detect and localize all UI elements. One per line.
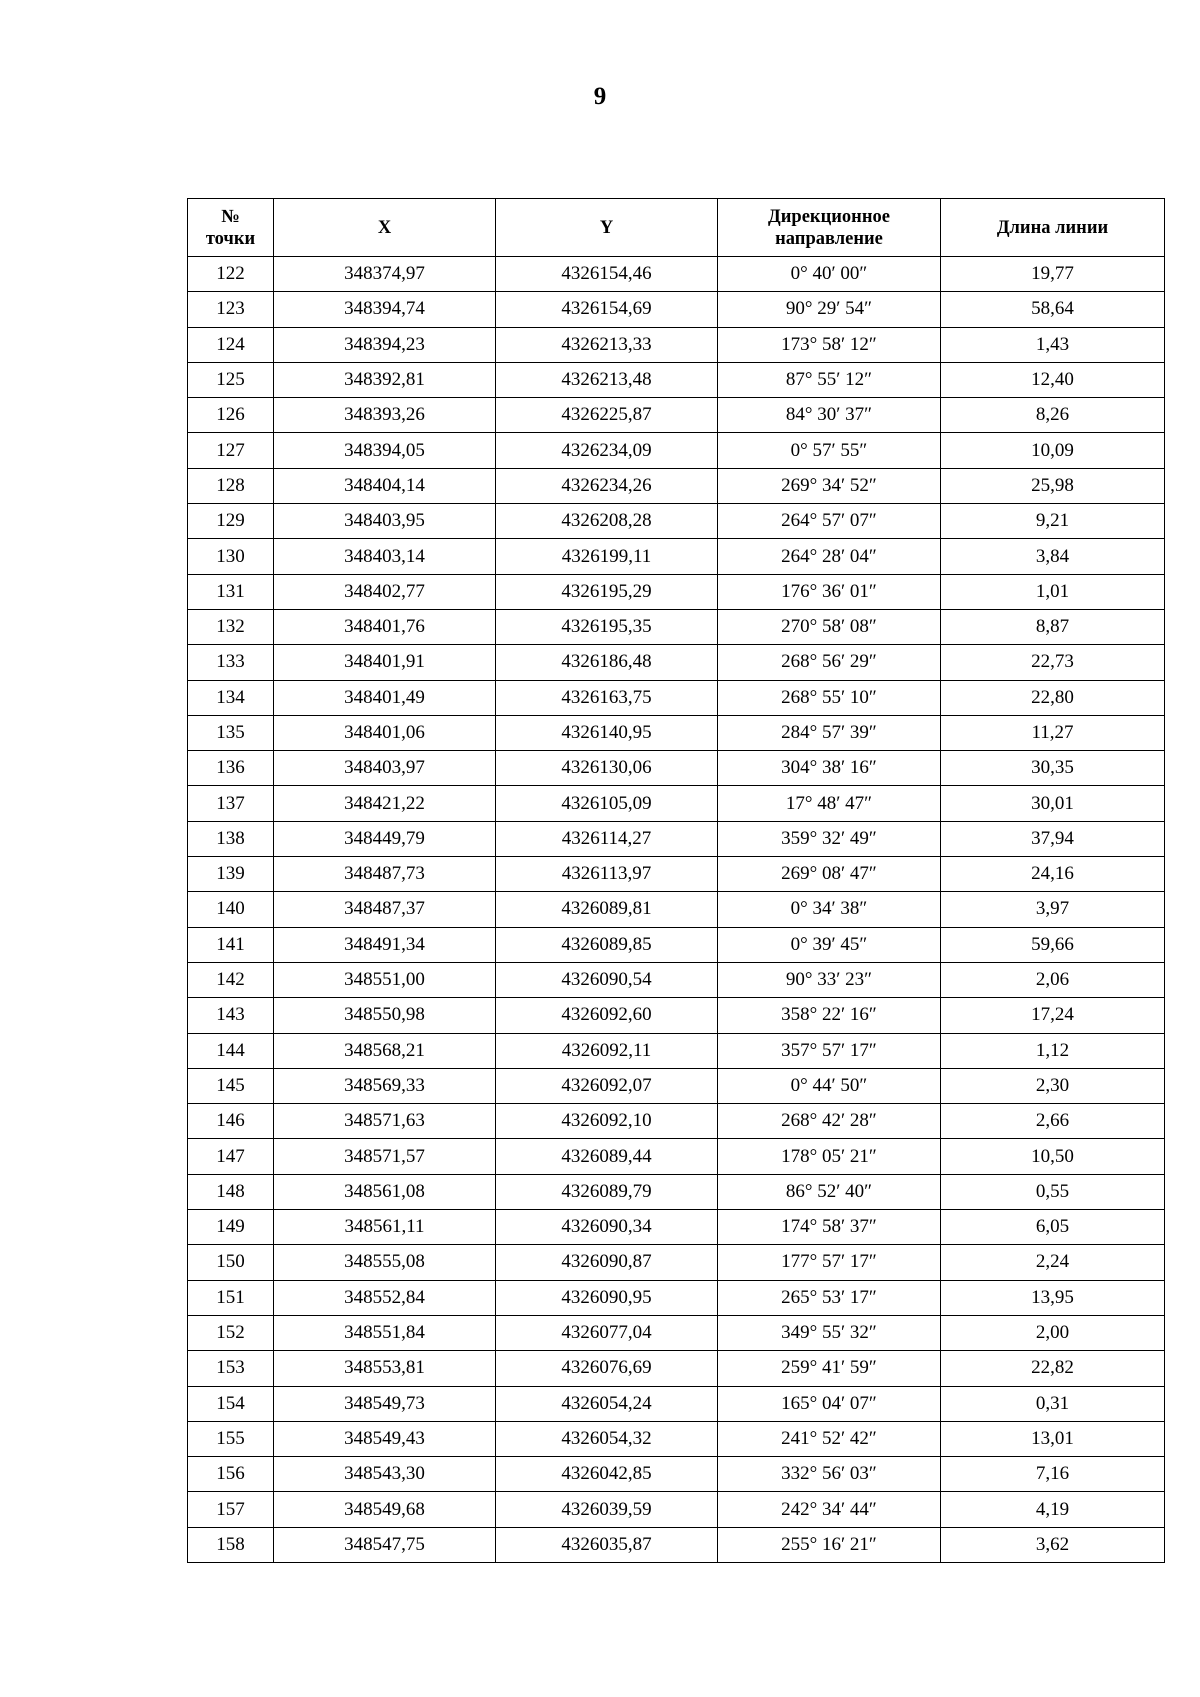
cell-x: 348404,14 [274, 468, 496, 503]
cell-x: 348549,43 [274, 1421, 496, 1456]
cell-length: 2,30 [941, 1068, 1165, 1103]
cell-point-number: 153 [188, 1351, 274, 1386]
cell-direction: 0° 39′ 45″ [718, 927, 941, 962]
cell-x: 348543,30 [274, 1457, 496, 1492]
cell-length: 2,24 [941, 1245, 1165, 1280]
cell-length: 30,01 [941, 786, 1165, 821]
cell-point-number: 131 [188, 574, 274, 609]
table-row [188, 468, 1165, 503]
cell-length: 1,12 [941, 1033, 1165, 1068]
table-header [188, 199, 1165, 257]
cell-length: 25,98 [941, 468, 1165, 503]
cell-point-number: 136 [188, 751, 274, 786]
table-row [188, 786, 1165, 821]
cell-length: 8,26 [941, 398, 1165, 433]
cell-point-number: 134 [188, 680, 274, 715]
cell-y: 4326054,32 [496, 1421, 718, 1456]
cell-x: 348561,11 [274, 1210, 496, 1245]
cell-x: 348491,34 [274, 927, 496, 962]
cell-x: 348547,75 [274, 1527, 496, 1562]
cell-x: 348549,73 [274, 1386, 496, 1421]
header-row [188, 199, 1165, 257]
table-row [188, 398, 1165, 433]
cell-point-number: 137 [188, 786, 274, 821]
cell-length: 22,82 [941, 1351, 1165, 1386]
cell-x: 348551,00 [274, 962, 496, 997]
cell-x: 348392,81 [274, 362, 496, 397]
table-row [188, 433, 1165, 468]
cell-point-number: 156 [188, 1457, 274, 1492]
cell-x: 348421,22 [274, 786, 496, 821]
cell-direction: 268° 42′ 28″ [718, 1104, 941, 1139]
header-point-number [188, 199, 274, 257]
cell-length: 8,87 [941, 609, 1165, 644]
cell-y: 4326213,48 [496, 362, 718, 397]
cell-direction: 265° 53′ 17″ [718, 1280, 941, 1315]
cell-direction: 86° 52′ 40″ [718, 1174, 941, 1209]
cell-y: 4326092,07 [496, 1068, 718, 1103]
header-y: Y [496, 199, 718, 257]
cell-direction: 358° 22′ 16″ [718, 998, 941, 1033]
cell-length: 1,43 [941, 327, 1165, 362]
cell-y: 4326195,35 [496, 609, 718, 644]
cell-y: 4326076,69 [496, 1351, 718, 1386]
cell-direction: 357° 57′ 17″ [718, 1033, 941, 1068]
cell-point-number: 133 [188, 645, 274, 680]
cell-length: 2,06 [941, 962, 1165, 997]
cell-length: 12,40 [941, 362, 1165, 397]
cell-x: 348551,84 [274, 1315, 496, 1350]
cell-point-number: 154 [188, 1386, 274, 1421]
cell-y: 4326090,95 [496, 1280, 718, 1315]
cell-point-number: 125 [188, 362, 274, 397]
cell-direction: 259° 41′ 59″ [718, 1351, 941, 1386]
cell-direction: 268° 56′ 29″ [718, 645, 941, 680]
table-row [188, 892, 1165, 927]
cell-length: 13,95 [941, 1280, 1165, 1315]
cell-point-number: 124 [188, 327, 274, 362]
cell-length: 22,80 [941, 680, 1165, 715]
cell-y: 4326092,10 [496, 1104, 718, 1139]
cell-length: 3,97 [941, 892, 1165, 927]
cell-x: 348487,73 [274, 857, 496, 892]
cell-length: 59,66 [941, 927, 1165, 962]
cell-direction: 269° 08′ 47″ [718, 857, 941, 892]
header-direction-line1: Дирекционное [768, 206, 890, 227]
cell-point-number: 123 [188, 292, 274, 327]
table-row [188, 857, 1165, 892]
cell-direction: 90° 29′ 54″ [718, 292, 941, 327]
cell-length: 9,21 [941, 504, 1165, 539]
cell-direction: 270° 58′ 08″ [718, 609, 941, 644]
cell-direction: 268° 55′ 10″ [718, 680, 941, 715]
header-point-number-line1: № [221, 206, 240, 227]
cell-point-number: 141 [188, 927, 274, 962]
table-row [188, 1457, 1165, 1492]
cell-direction: 269° 34′ 52″ [718, 468, 941, 503]
cell-point-number: 135 [188, 715, 274, 750]
cell-length: 2,66 [941, 1104, 1165, 1139]
cell-y: 4326234,26 [496, 468, 718, 503]
cell-x: 348394,23 [274, 327, 496, 362]
cell-x: 348374,97 [274, 257, 496, 292]
cell-x: 348550,98 [274, 998, 496, 1033]
cell-y: 4326089,79 [496, 1174, 718, 1209]
cell-length: 10,09 [941, 433, 1165, 468]
cell-direction: 174° 58′ 37″ [718, 1210, 941, 1245]
cell-y: 4326092,11 [496, 1033, 718, 1068]
cell-y: 4326090,34 [496, 1210, 718, 1245]
cell-y: 4326163,75 [496, 680, 718, 715]
table-row [188, 1492, 1165, 1527]
cell-y: 4326054,24 [496, 1386, 718, 1421]
header-length: Длина линии [941, 199, 1165, 257]
cell-x: 348402,77 [274, 574, 496, 609]
cell-point-number: 122 [188, 257, 274, 292]
cell-x: 348393,26 [274, 398, 496, 433]
cell-y: 4326234,09 [496, 433, 718, 468]
cell-direction: 176° 36′ 01″ [718, 574, 941, 609]
cell-y: 4326130,06 [496, 751, 718, 786]
cell-y: 4326208,28 [496, 504, 718, 539]
cell-point-number: 138 [188, 821, 274, 856]
cell-length: 19,77 [941, 257, 1165, 292]
table-row [188, 1280, 1165, 1315]
cell-point-number: 127 [188, 433, 274, 468]
cell-y: 4326195,29 [496, 574, 718, 609]
cell-y: 4326039,59 [496, 1492, 718, 1527]
cell-length: 30,35 [941, 751, 1165, 786]
cell-direction: 0° 44′ 50″ [718, 1068, 941, 1103]
cell-length: 0,55 [941, 1174, 1165, 1209]
table-row [188, 292, 1165, 327]
table-row [188, 1386, 1165, 1421]
cell-x: 348569,33 [274, 1068, 496, 1103]
cell-length: 22,73 [941, 645, 1165, 680]
cell-length: 58,64 [941, 292, 1165, 327]
cell-x: 348549,68 [274, 1492, 496, 1527]
cell-length: 13,01 [941, 1421, 1165, 1456]
table-row [188, 715, 1165, 750]
cell-y: 4326213,33 [496, 327, 718, 362]
cell-direction: 0° 57′ 55″ [718, 433, 941, 468]
table-row [188, 751, 1165, 786]
table-row [188, 1421, 1165, 1456]
cell-direction: 332° 56′ 03″ [718, 1457, 941, 1492]
cell-direction: 255° 16′ 21″ [718, 1527, 941, 1562]
cell-x: 348403,97 [274, 751, 496, 786]
cell-point-number: 139 [188, 857, 274, 892]
cell-direction: 264° 28′ 04″ [718, 539, 941, 574]
cell-y: 4326154,69 [496, 292, 718, 327]
cell-direction: 0° 40′ 00″ [718, 257, 941, 292]
table-row [188, 1527, 1165, 1562]
cell-x: 348571,57 [274, 1139, 496, 1174]
cell-y: 4326035,87 [496, 1527, 718, 1562]
cell-x: 348561,08 [274, 1174, 496, 1209]
cell-x: 348401,06 [274, 715, 496, 750]
table-row [188, 1174, 1165, 1209]
cell-length: 11,27 [941, 715, 1165, 750]
cell-y: 4326113,97 [496, 857, 718, 892]
table-row [188, 821, 1165, 856]
cell-x: 348552,84 [274, 1280, 496, 1315]
cell-point-number: 142 [188, 962, 274, 997]
cell-x: 348403,95 [274, 504, 496, 539]
table-row [188, 1033, 1165, 1068]
cell-y: 4326154,46 [496, 257, 718, 292]
table-row [188, 1351, 1165, 1386]
cell-direction: 359° 32′ 49″ [718, 821, 941, 856]
cell-length: 0,31 [941, 1386, 1165, 1421]
cell-x: 348553,81 [274, 1351, 496, 1386]
coordinates-table [187, 198, 1165, 1563]
cell-direction: 304° 38′ 16″ [718, 751, 941, 786]
table-row [188, 362, 1165, 397]
table-row [188, 609, 1165, 644]
cell-x: 348401,91 [274, 645, 496, 680]
cell-x: 348571,63 [274, 1104, 496, 1139]
cell-length: 3,62 [941, 1527, 1165, 1562]
cell-direction: 241° 52′ 42″ [718, 1421, 941, 1456]
table-row [188, 645, 1165, 680]
cell-point-number: 155 [188, 1421, 274, 1456]
cell-point-number: 147 [188, 1139, 274, 1174]
cell-length: 10,50 [941, 1139, 1165, 1174]
table-row [188, 927, 1165, 962]
cell-point-number: 144 [188, 1033, 274, 1068]
cell-direction: 349° 55′ 32″ [718, 1315, 941, 1350]
header-direction [718, 199, 941, 257]
cell-y: 4326140,95 [496, 715, 718, 750]
cell-point-number: 132 [188, 609, 274, 644]
header-point-number-line2: точки [205, 228, 256, 249]
cell-direction: 165° 04′ 07″ [718, 1386, 941, 1421]
cell-point-number: 140 [188, 892, 274, 927]
cell-direction: 242° 34′ 44″ [718, 1492, 941, 1527]
cell-point-number: 149 [188, 1210, 274, 1245]
cell-point-number: 158 [188, 1527, 274, 1562]
cell-point-number: 128 [188, 468, 274, 503]
cell-point-number: 152 [188, 1315, 274, 1350]
cell-x: 348401,76 [274, 609, 496, 644]
cell-length: 7,16 [941, 1457, 1165, 1492]
table-row [188, 962, 1165, 997]
table-row [188, 257, 1165, 292]
cell-direction: 178° 05′ 21″ [718, 1139, 941, 1174]
cell-length: 1,01 [941, 574, 1165, 609]
cell-point-number: 151 [188, 1280, 274, 1315]
cell-x: 348555,08 [274, 1245, 496, 1280]
cell-point-number: 143 [188, 998, 274, 1033]
cell-point-number: 129 [188, 504, 274, 539]
cell-length: 6,05 [941, 1210, 1165, 1245]
cell-y: 4326114,27 [496, 821, 718, 856]
cell-direction: 173° 58′ 12″ [718, 327, 941, 362]
cell-direction: 284° 57′ 39″ [718, 715, 941, 750]
cell-point-number: 126 [188, 398, 274, 433]
cell-point-number: 145 [188, 1068, 274, 1103]
cell-point-number: 150 [188, 1245, 274, 1280]
table-row [188, 574, 1165, 609]
table-row [188, 1210, 1165, 1245]
cell-point-number: 157 [188, 1492, 274, 1527]
cell-y: 4326225,87 [496, 398, 718, 433]
table-row [188, 539, 1165, 574]
header-x: X [274, 199, 496, 257]
header-direction-line2: направление [775, 228, 883, 249]
cell-point-number: 146 [188, 1104, 274, 1139]
cell-length: 17,24 [941, 998, 1165, 1033]
cell-direction: 264° 57′ 07″ [718, 504, 941, 539]
cell-direction: 177° 57′ 17″ [718, 1245, 941, 1280]
cell-direction: 17° 48′ 47″ [718, 786, 941, 821]
cell-x: 348394,74 [274, 292, 496, 327]
cell-y: 4326090,87 [496, 1245, 718, 1280]
cell-length: 37,94 [941, 821, 1165, 856]
table-row [188, 1068, 1165, 1103]
cell-length: 3,84 [941, 539, 1165, 574]
cell-y: 4326089,85 [496, 927, 718, 962]
cell-y: 4326090,54 [496, 962, 718, 997]
table-body [188, 257, 1165, 1563]
cell-direction: 0° 34′ 38″ [718, 892, 941, 927]
table-row [188, 1315, 1165, 1350]
cell-length: 4,19 [941, 1492, 1165, 1527]
page-number: 9 [593, 83, 607, 110]
cell-y: 4326077,04 [496, 1315, 718, 1350]
cell-y: 4326092,60 [496, 998, 718, 1033]
cell-y: 4326042,85 [496, 1457, 718, 1492]
table-row [188, 1139, 1165, 1174]
cell-y: 4326089,81 [496, 892, 718, 927]
table-row [188, 504, 1165, 539]
cell-x: 348403,14 [274, 539, 496, 574]
cell-y: 4326199,11 [496, 539, 718, 574]
cell-point-number: 130 [188, 539, 274, 574]
cell-x: 348568,21 [274, 1033, 496, 1068]
cell-direction: 90° 33′ 23″ [718, 962, 941, 997]
table-row [188, 998, 1165, 1033]
cell-y: 4326089,44 [496, 1139, 718, 1174]
table-row [188, 680, 1165, 715]
cell-y: 4326186,48 [496, 645, 718, 680]
table-row [188, 1245, 1165, 1280]
cell-x: 348487,37 [274, 892, 496, 927]
cell-x: 348394,05 [274, 433, 496, 468]
cell-point-number: 148 [188, 1174, 274, 1209]
cell-x: 348401,49 [274, 680, 496, 715]
cell-length: 24,16 [941, 857, 1165, 892]
cell-length: 2,00 [941, 1315, 1165, 1350]
cell-direction: 84° 30′ 37″ [718, 398, 941, 433]
table-row [188, 327, 1165, 362]
table-row [188, 1104, 1165, 1139]
cell-x: 348449,79 [274, 821, 496, 856]
cell-direction: 87° 55′ 12″ [718, 362, 941, 397]
cell-y: 4326105,09 [496, 786, 718, 821]
